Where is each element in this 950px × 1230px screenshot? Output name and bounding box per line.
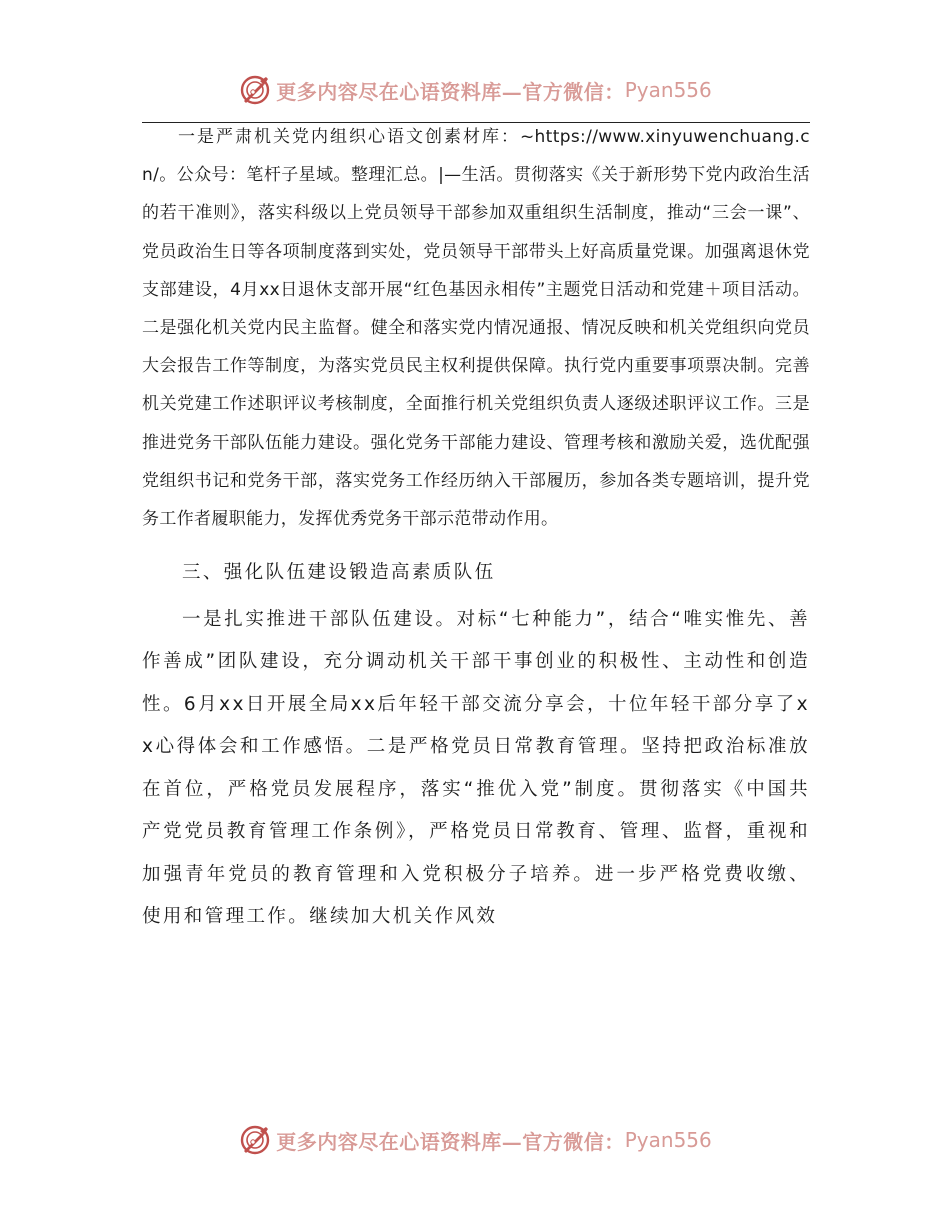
footer-wechat-id: Pyan556 (624, 1128, 712, 1152)
body-paragraph: 一是严肃机关党内组织心语文创素材库：~https://www.xinyuwenchuang.cn/。公众号：笔杆子星域。整理汇总。|—生活。贯彻落实《关于新形势下党内政治生活的若干准则》，落实科级以上党员领导干部参加双重组织生活制度，推动“三会一课”、党员政治生日等各项制度落到实处，党员领导干部带头上好高质量党课。加强离退休党支部建设，4月xx日退休支部开展“红色基因永相传”主题党日活动和党建＋项目活动。二是强化机关党内民主监督。健全和落实党内情况通报、情况反映和机关党组织向党员大会报告工作等制度，为落实党员民主权利提供保障。执行党内重要事项票决制。完善机关党建工作述职评议考核制度，全面推行机关党组织负责人逐级述职评议工作。三是推进党务干部队伍能力建设。强化党务干部能力建设、管理考核和激励关爱，选优配强党组织书记和党务干部，落实党务工作经历纳入干部履历，参加各类专题培训，提升党务工作者履职能力，发挥优秀党务干部示范带动作用。 (142, 127, 810, 530)
document-page (142, 118, 810, 939)
header-watermark-banner (0, 70, 950, 110)
section-heading: 三、强化队伍建设锻造高素质队伍 (182, 562, 496, 584)
header-watermark-text: 更多内容尽在心语资料库—官方微信： (276, 79, 625, 104)
body-paragraph: 一是扎实推进干部队伍建设。对标“七种能力”，结合“唯实惟先、善作善成”团队建设，充分调动机关干部干事创业的积极性、主动性和创造性。6月xx日开展全局xx后年轻干部交流分享会，十位年轻干部分享了xx心得体会和工作感悟。二是严格党员日常教育管理。坚持把政治标准放在首位，严格党员发展程序，落实“推优入党”制度。贯彻落实《中国共产党党员教育管理工作条例》，严格党员日常教育、管理、监督，重视和加强青年党员的教育管理和入党积极分子培养。进一步严格党费收缴、使用和管理工作。继续加大机关作风效 (142, 608, 810, 928)
footer-watermark-banner (0, 1120, 950, 1160)
footer-watermark-text: 更多内容尽在心语资料库—官方微信： (276, 1129, 625, 1154)
pen-logo-icon (238, 73, 272, 107)
header-wechat-id: Pyan556 (624, 78, 712, 102)
pen-logo-icon (238, 1123, 272, 1157)
